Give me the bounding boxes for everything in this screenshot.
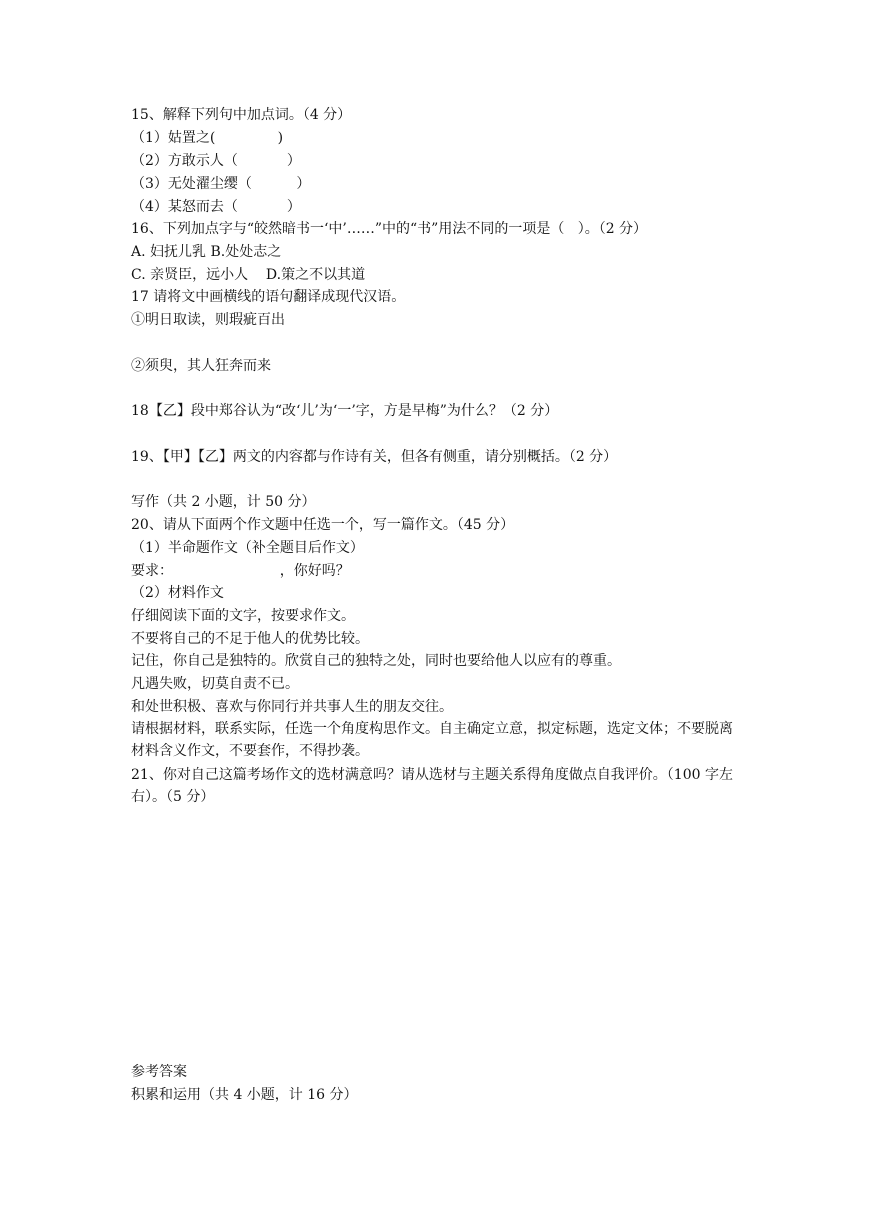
q17-title: 17 请将文中画横线的语句翻译成现代汉语。: [131, 289, 406, 305]
q20-material-line-3: 记住，你自己是独特的。欣赏自己的独特之处，同时也要给他人以应有的尊重。: [131, 653, 621, 669]
q17-item-2: ②须臾，其人狂奔而来: [131, 358, 271, 374]
writing-section-title: 写作（共 2 小题，计 50 分）: [131, 494, 316, 510]
q21-title: 21、你对自己这篇考场作文的选材满意吗？请从选材与主题关系得角度做点自我评价。（100 字左右）。（5 分）: [131, 767, 733, 805]
q16-options-1: A. 妇抚儿乳 B.处处志之: [131, 244, 282, 260]
q15-item-4: （4）某怒而去（ ）: [131, 199, 301, 215]
q20-material-line-4: 凡遇失败，切莫自责不已。: [131, 676, 299, 692]
q20-material-line-2: 不要将自己的不足于他人的优势比较。: [131, 631, 369, 647]
answers-title: 参考答案: [131, 1064, 187, 1080]
q15-item-2: （2）方敢示人（ ）: [131, 153, 301, 169]
q19-title: 19、【甲】【乙】两文的内容都与作诗有关，但各有侧重，请分别概括。（2 分）: [131, 449, 618, 465]
q16-options-2: C. 亲贤臣，远小人 D.策之不以其道: [131, 267, 366, 283]
q20-requirement: 请根据材料，联系实际，任选一个角度构思作文。自主确定立意，拟定标题，选定文体；不要脱离材料含义作文，不要套作，不得抄袭。: [131, 721, 733, 759]
q18-title: 18【乙】段中郑谷认为“改‘儿’为‘一’字，方是早梅”为什么？（2 分）: [131, 403, 559, 419]
answers-section: 积累和运用（共 4 小题，计 16 分）: [131, 1087, 358, 1103]
q20-option-1: （1）半命题作文（补全题目后作文）: [131, 540, 364, 556]
q15-title: 15、解释下列句中加点词。（4 分）: [131, 107, 352, 123]
q16-title: 16、下列加点字与“皎然暗书一‘中’……”中的“书”用法不同的一项是（ ）。（2 分）: [131, 221, 648, 237]
q17-item-1: ①明日取读，则瑕疵百出: [131, 312, 285, 328]
q15-item-1: （1）姑置之( ): [131, 130, 284, 146]
q20-material-line-1: 仔细阅读下面的文字，按要求作文。: [131, 608, 355, 624]
q15-item-3: （3）无处濯尘缨（ ）: [131, 176, 311, 192]
q20-option-2: （2）材料作文: [131, 585, 224, 601]
q20-title: 20、请从下面两个作文题中任选一个，写一篇作文。（45 分）: [131, 517, 515, 533]
q20-option-1-requirement: 要求： ，你好吗？: [131, 563, 350, 579]
q20-material-line-5: 和处世积极、喜欢与你同行并共事人生的朋友交往。: [131, 699, 453, 715]
